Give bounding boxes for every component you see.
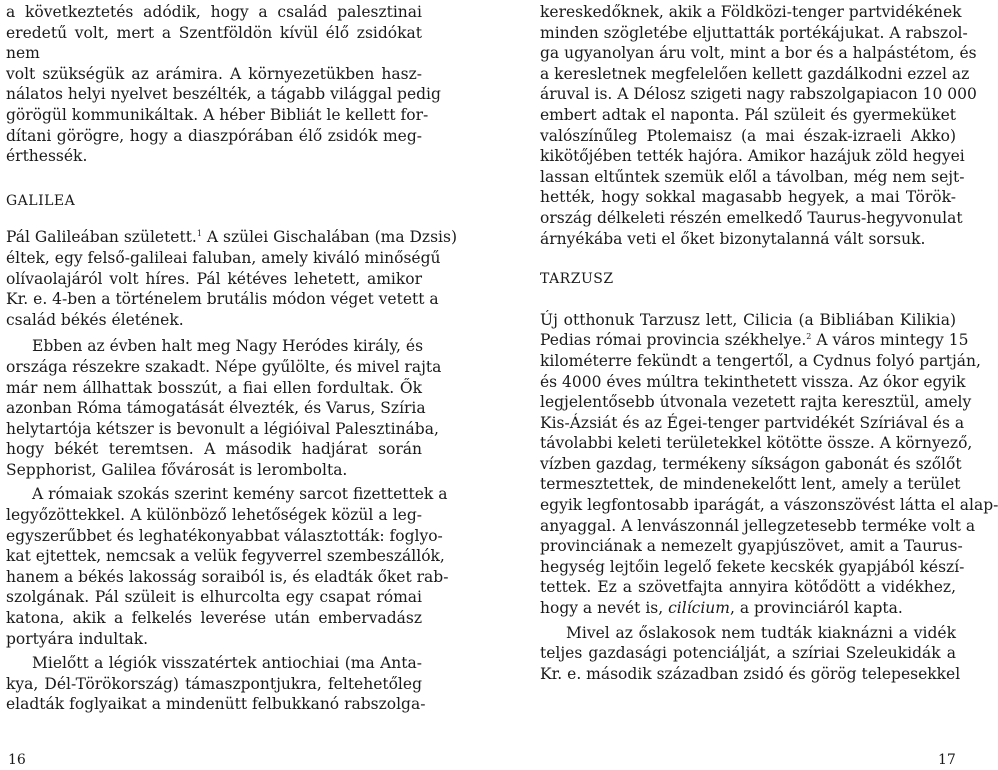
text-line: teljes gazdasági potenciálját, a szíriai Szeleukidák a	[540, 644, 956, 663]
text-line: kat ejtettek, nemcsak a velük fegyverrel szembeszállók,	[6, 547, 445, 566]
text-segment: Pedias római provincia székhelye.	[540, 331, 807, 350]
text-line: embert adtak el naponta. Pál szüleit és gyermeküket	[540, 105, 956, 124]
text-line: Új otthonuk Tarzusz lett, Cilicia (a Bibliában Kilikia)	[540, 310, 956, 329]
text-line: hogy békét teremtsen. A második hadjárat során	[6, 440, 422, 459]
text-line: eladták foglyaikat a mindenütt felbukkanó rabszolga-	[6, 695, 426, 714]
page-number-right: 17	[938, 752, 956, 768]
text-line: Kr. e. 4-ben a történelem brutális módon véget vetett a	[6, 290, 439, 309]
text-segment: Pál Galileában született.	[6, 228, 197, 247]
text-line: kikötőjében tették hajóra. Amikor hazájuk zöld hegyei	[540, 147, 965, 166]
text-line: család békés életének.	[6, 310, 184, 329]
text-line: hanem a békés lakosság soraiból is, és eladták őket rab-	[6, 567, 449, 586]
text-line: anyaggal. A lenvászonnál jellegzetesebb terméke volt a	[540, 516, 976, 535]
text-line: olívaolajáról volt híres. Pál kétéves lehetett, amikor	[6, 269, 422, 288]
text-line: éltek, egy felső-galileai faluban, amely kiváló minőségű	[6, 248, 441, 267]
text-line: kilométerre fekündt a tengertől, a Cydnus folyó partján,	[540, 351, 981, 370]
text-line: a keresletnek megfelelően kellett gazdálkodni ezzel az	[540, 64, 970, 83]
text-line: ország délkeleti részén emelkedő Taurus-hegyvonulat	[540, 208, 963, 227]
paragraph-2	[540, 310, 998, 619]
text-line: vízben gazdag, termékeny síkságon gabonát és szőlőt	[540, 454, 962, 473]
text-line: dítani görögre, hogy a diaszpórában élő zsidók meg-	[6, 126, 422, 145]
text-segment: , a provinciáról kapta.	[729, 599, 903, 618]
text-line: országa részekre szakadt. Népe gyűlölte, és mivel rajta	[6, 357, 442, 376]
section-heading-galilea: GALILEA	[6, 192, 76, 209]
text-line: helytartója kétszer is bevonult a légióival Palesztinába,	[6, 419, 439, 438]
text-segment: hogy a nevét is,	[540, 599, 669, 618]
text-line: Ebben az évben halt meg Nagy Heródes király, és	[32, 337, 424, 356]
footnote-ref-1: 1	[196, 229, 202, 239]
text-line: volt szükségük az arámira. A környezetükben hasz-	[6, 64, 422, 83]
text-line	[6, 227, 458, 248]
text-line: minden szögletébe eljuttatták portékájukat. A rabszol-	[540, 23, 968, 42]
text-line: lassan eltűntek szemük elől a távolban, még nem sejt-	[540, 167, 965, 186]
text-line: tettek. Ez a szövetfajta annyira kötődött a vidékhez,	[540, 578, 956, 597]
paragraph-4	[6, 484, 449, 649]
text-line: ga ugyanolyan áru volt, mint a bor és a halpástétom, és	[540, 44, 977, 63]
text-line: katona, akik a felkelés leverése után embervadász	[6, 609, 422, 628]
text-line: legjelentősebb útvonala vezetett rajta keresztül, amely	[540, 393, 972, 412]
text-segment: A szülei Gischalában (ma Dzsis)	[201, 228, 458, 247]
text-line: árnyékába veti el őket bizonytalanná vált sorsuk.	[540, 229, 926, 248]
text-line: termesztettek, de mindenekelőtt lent, amely a terület	[540, 475, 961, 494]
footnote-ref-2: 2	[806, 332, 812, 342]
text-line: Kis-Ázsiát és az Égei-tenger partvidékét Szíriával és a	[540, 413, 965, 432]
text-line: provinciának a nemezelt gyapjúszövet, amit a Taurus-	[540, 537, 963, 556]
text-line: hegység lejtőin legelő fekete kecskék gyapjából készí-	[540, 557, 965, 576]
text-line: áruval is. A Délosz szigeti nagy rabszolgapiacon 10 000	[540, 85, 977, 104]
italic-term: cilícium	[668, 599, 730, 618]
text-line: érthessék.	[6, 147, 88, 166]
paragraph-2	[6, 227, 458, 330]
text-line: A rómaiak szokás szerint kemény sarcot fizettettek a	[32, 485, 448, 504]
text-line	[540, 598, 956, 619]
text-line: legyőzöttekkel. A különböző lehetőségek közül a leg-	[6, 506, 422, 525]
text-line: szolgának. Pál szüleit is elhurcolta egy csapat római	[6, 588, 422, 607]
text-line: valószínűleg Ptolemaisz (a mai észak-izraeli Akko)	[540, 126, 956, 145]
text-line: Sepphorist, Galilea fővárosát is lerombolta.	[6, 460, 348, 479]
left-column	[6, 0, 458, 715]
paragraph-5	[6, 653, 426, 715]
text-line: kya, Dél-Törökország) támaszpontjukra, feltehetőleg	[6, 674, 422, 693]
text-line: nálatos helyi nyelvet beszélték, a tágabb világgal pedig	[6, 85, 441, 104]
paragraph-3	[6, 336, 442, 480]
text-line: egyik legfontosabb iparágát, a vászonszövést látta el alap-	[540, 496, 998, 515]
text-line: Mivel az őslakosok nem tudták kiaknázni a vidék	[566, 623, 956, 642]
text-segment: A város mintegy 15	[811, 331, 969, 350]
text-line: görögül kommunikáltak. A héber Bibliát le kellett for-	[6, 105, 429, 124]
right-column	[540, 0, 998, 684]
text-line: kereskedőknek, akik a Földközi-tenger partvidékének	[540, 3, 962, 21]
page-number-left: 16	[8, 752, 26, 768]
text-line: hették, hogy sokkal magasabb hegyek, a mai Török-	[540, 188, 956, 207]
text-line: a következtetés adódik, hogy a család palesztinai eredetű volt, mert a Szentföldön kívül élő zsidókat nem	[6, 3, 422, 63]
paragraph-3	[540, 623, 961, 685]
text-line	[540, 330, 969, 351]
text-line: egyszerűbbet és leghatékonyabbat választották: foglyo-	[6, 526, 443, 545]
text-line: azonban Róma támogatását élvezték, és Varus, Szíria	[6, 399, 426, 418]
section-heading-tarzusz: TARZUSZ	[540, 271, 614, 288]
text-line: már nem állhattak bosszút, a fiai ellen fordultak. Ők	[6, 378, 422, 397]
text-line: távolabbi keleti területekkel kötötte össze. A környező,	[540, 434, 973, 453]
paragraph-1	[540, 2, 977, 249]
text-line: és 4000 éves múltra tekinthetett vissza. Az ókor egyik	[540, 372, 966, 391]
text-line: Mielőtt a légiók visszatértek antiochiai (ma Anta-	[32, 654, 422, 673]
text-line: portyára indultak.	[6, 629, 149, 648]
paragraph-1	[6, 2, 441, 167]
text-line: Kr. e. második században zsidó és görög telepesekkel	[540, 664, 961, 683]
